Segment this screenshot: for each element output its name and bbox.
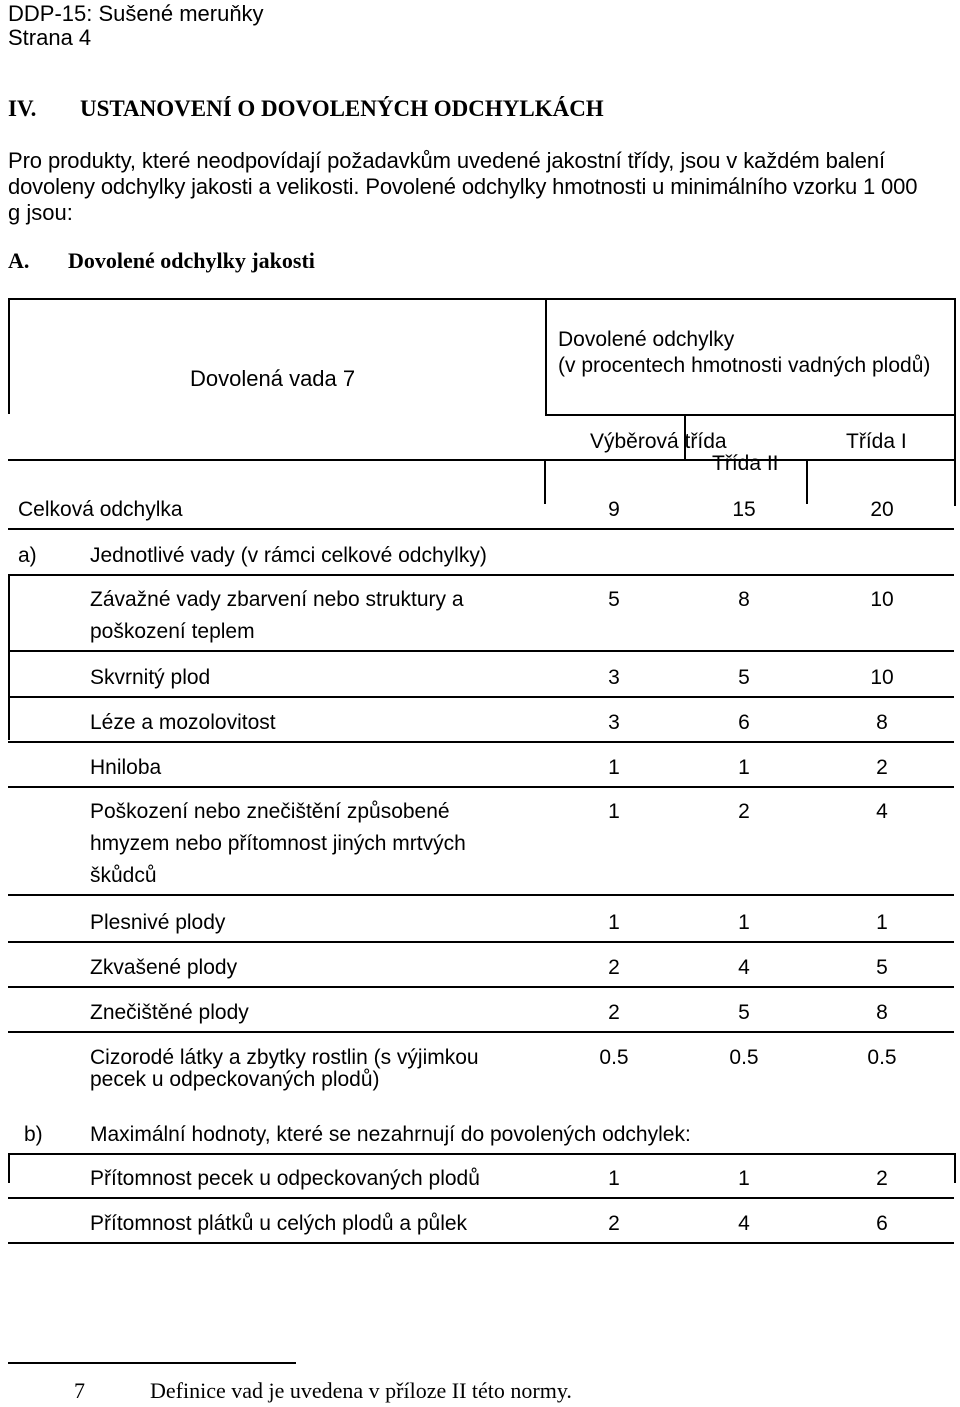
defect-label: Znečištěné plody — [90, 1001, 249, 1024]
row-line — [8, 574, 954, 576]
group-b-right-border — [954, 1153, 956, 1183]
value-extra: 5 — [608, 588, 620, 611]
defect-label: Přítomnost plátků u celých plodů a půlek — [90, 1212, 468, 1235]
total-class-II: 20 — [870, 498, 894, 521]
col-header-tolerances: Dovolené odchylky — [558, 328, 735, 351]
defect-label: Zkvašené plody — [90, 956, 238, 979]
intro-line-2: dovoleny odchylky jakosti a velikosti. Povolené odchylky hmotnosti u minimálního vzorku 1 000 — [8, 174, 918, 199]
value-class-II: 6 — [876, 1212, 888, 1235]
value-class-I: 1 — [738, 756, 750, 779]
defect-label: Léze a mozolovitost — [90, 711, 276, 734]
class-header-line — [8, 459, 954, 461]
intro-line-1: Pro produkty, které neodpovídají požadavkům uvedené jakostní třídy, jsou v každém balení — [8, 148, 886, 173]
header-divider — [545, 298, 547, 414]
footnote-text: Definice vad je uvedena v příloze II této normy. — [150, 1378, 572, 1403]
group-a-letter: a) — [18, 544, 37, 567]
subsection-letter: A. — [8, 248, 30, 273]
header-bottom-border — [545, 414, 956, 416]
section-title: USTANOVENÍ O DOVOLENÝCH ODCHYLKÁCH — [80, 96, 604, 121]
defect-label: Cizorodé látky a zbytky rostlin (s výjimkou — [90, 1046, 479, 1069]
intro-line-3: g jsou: — [8, 200, 73, 225]
col-header-tolerances-unit: (v procentech hmotnosti vadných plodů) — [558, 354, 931, 377]
document-code: DDP-15: Sušené meruňky — [8, 1, 264, 26]
table-bottom-border — [8, 1242, 954, 1244]
row-line — [8, 986, 954, 988]
class-extra-label: Výběrová třída — [590, 430, 727, 453]
value-extra: 2 — [608, 1212, 620, 1235]
row-line — [8, 650, 954, 652]
defect-label: Poškození nebo znečištění způsobené — [90, 800, 450, 823]
group-b-label: Maximální hodnoty, které se nezahrnují do povolených odchylek: — [90, 1123, 691, 1146]
table-top-border — [8, 298, 954, 300]
defect-label-cont: pecek u odpeckovaných plodů) — [90, 1068, 380, 1091]
value-class-I: 8 — [738, 588, 750, 611]
defect-label: Hniloba — [90, 756, 162, 779]
value-extra: 0.5 — [599, 1046, 629, 1069]
page-number: Strana 4 — [8, 25, 92, 50]
value-class-I: 6 — [738, 711, 750, 734]
class-divider-3 — [806, 460, 808, 504]
value-class-I: 2 — [738, 800, 750, 823]
value-class-II: 10 — [870, 666, 894, 689]
group-a-left-border — [8, 574, 10, 740]
value-class-I: 0.5 — [729, 1046, 759, 1069]
value-class-II: 8 — [876, 1001, 888, 1024]
row-line — [8, 1031, 954, 1033]
total-extra: 9 — [608, 498, 620, 521]
defect-label: Závažné vady zbarvení nebo struktury a — [90, 588, 464, 611]
value-class-I: 4 — [738, 956, 750, 979]
group-b-letter: b) — [24, 1123, 43, 1146]
class-II-label: Třída II — [712, 452, 779, 475]
row-line — [8, 1197, 954, 1199]
row-line — [8, 1153, 954, 1155]
group-a-label: Jednotlivé vady (v rámci celkové odchylky) — [90, 544, 487, 567]
value-class-II: 0.5 — [867, 1046, 897, 1069]
value-extra: 1 — [608, 756, 620, 779]
value-extra: 2 — [608, 1001, 620, 1024]
value-class-II: 8 — [876, 711, 888, 734]
value-class-I: 1 — [738, 1167, 750, 1190]
value-class-I: 4 — [738, 1212, 750, 1235]
value-extra: 3 — [608, 711, 620, 734]
value-class-I: 5 — [738, 1001, 750, 1024]
row-line — [8, 894, 954, 896]
value-extra: 3 — [608, 666, 620, 689]
row-line — [8, 786, 954, 788]
defect-label-cont: škůdců — [90, 864, 157, 887]
value-class-II: 5 — [876, 956, 888, 979]
class-I-label: Třída I — [846, 430, 907, 453]
col-header-defect: Dovolená vada 7 — [190, 366, 356, 391]
row-line — [8, 528, 954, 530]
defect-label: Skvrnitý plod — [90, 666, 211, 689]
value-class-II: 2 — [876, 756, 888, 779]
defect-label-cont: hmyzem nebo přítomnost jiných mrtvých — [90, 832, 466, 855]
value-class-II: 10 — [870, 588, 894, 611]
defect-label: Plesnivé plody — [90, 911, 226, 934]
group-b-left-border — [8, 1153, 10, 1183]
footnote-number: 7 — [74, 1378, 85, 1403]
total-class-I: 15 — [732, 498, 756, 521]
row-line — [8, 741, 954, 743]
section-number: IV. — [8, 96, 37, 121]
defect-label-cont: poškození teplem — [90, 620, 255, 643]
row-line — [8, 941, 954, 943]
footnote-separator — [8, 1362, 296, 1364]
table-right-border — [954, 298, 956, 506]
value-class-I: 5 — [738, 666, 750, 689]
value-class-I: 1 — [738, 911, 750, 934]
value-class-II: 4 — [876, 800, 888, 823]
table-left-border — [8, 298, 10, 414]
value-class-II: 1 — [876, 911, 888, 934]
subsection-title: Dovolené odchylky jakosti — [68, 248, 315, 273]
value-extra: 1 — [608, 911, 620, 934]
class-divider-1 — [544, 460, 546, 504]
defect-label: Přítomnost pecek u odpeckovaných plodů — [90, 1167, 480, 1190]
total-tolerance-label: Celková odchylka — [18, 498, 183, 521]
value-extra: 2 — [608, 956, 620, 979]
value-extra: 1 — [608, 1167, 620, 1190]
value-extra: 1 — [608, 800, 620, 823]
value-class-II: 2 — [876, 1167, 888, 1190]
row-line — [8, 696, 954, 698]
